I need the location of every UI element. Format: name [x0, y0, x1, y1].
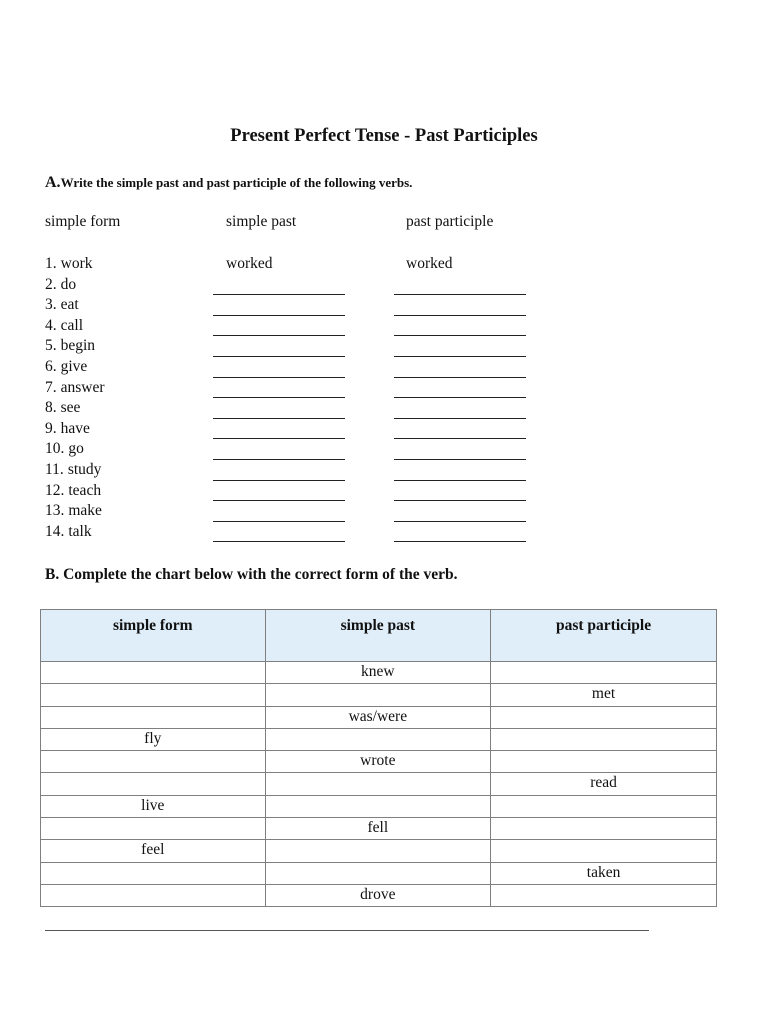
verb-base [45, 460, 101, 480]
chart-cell-simple-past[interactable] [265, 795, 491, 817]
section-a-instruction [45, 174, 412, 192]
verb-simple-form: have [60, 419, 90, 437]
verb-row [45, 378, 545, 399]
verb-row [45, 439, 545, 460]
verb-base [45, 501, 102, 521]
verb-number: 7. [45, 378, 57, 396]
column-header-simple-past: simple past [226, 213, 297, 230]
verb-base [45, 295, 79, 315]
chart-cell-past-participle[interactable] [491, 818, 717, 840]
chart-header-simple-form: simple form [41, 610, 266, 662]
chart-header-past-participle: past participle [491, 610, 717, 662]
column-header-past-participle: past participle [406, 213, 494, 230]
verb-number: 10. [45, 440, 65, 458]
chart-row [41, 751, 717, 773]
verb-simple-form: work [60, 255, 93, 272]
verb-simple-form: call [60, 316, 83, 334]
chart-row [41, 840, 717, 862]
verb-form-chart [40, 609, 717, 907]
simple-past-blank[interactable] [213, 541, 345, 542]
chart-cell-simple-form: fly [41, 728, 266, 750]
bottom-rule [45, 930, 649, 931]
verb-base [45, 481, 101, 501]
verb-simple-form: answer [60, 378, 105, 396]
chart-row [41, 728, 717, 750]
verb-row [45, 275, 545, 296]
chart-cell-past-participle[interactable] [491, 662, 717, 684]
chart-row [41, 818, 717, 840]
verb-base [45, 316, 83, 336]
chart-cell-simple-form[interactable] [41, 684, 266, 706]
verb-base [45, 275, 76, 295]
verb-number: 14. [45, 522, 65, 540]
verb-simple-form: eat [60, 296, 79, 314]
page-title: Present Perfect Tense - Past Participles [230, 126, 538, 146]
section-a-text: Write the simple past and past participle of the following verbs. [60, 175, 413, 190]
verb-base [45, 357, 87, 377]
verb-base [45, 522, 92, 542]
chart-cell-simple-form[interactable] [41, 662, 266, 684]
verb-exercise-list [45, 254, 545, 542]
chart-header-row [41, 610, 717, 662]
chart-cell-simple-form: live [41, 795, 266, 817]
chart-header-simple-past: simple past [265, 610, 491, 662]
chart-row [41, 684, 717, 706]
verb-row [45, 419, 545, 440]
verb-number: 2. [45, 275, 57, 293]
verb-simple-form: do [60, 275, 77, 293]
verb-simple-form: teach [68, 481, 102, 499]
chart-cell-past-participle: taken [491, 862, 717, 884]
verb-row [45, 357, 545, 378]
chart-row [41, 662, 717, 684]
chart-cell-simple-form[interactable] [41, 773, 266, 795]
verb-simple-form: make [68, 502, 102, 520]
chart-cell-past-participle[interactable] [491, 706, 717, 728]
chart-cell-simple-past[interactable] [265, 773, 491, 795]
section-a-letter: A. [45, 174, 61, 191]
verb-row [45, 460, 545, 481]
verb-row [45, 295, 545, 316]
chart-cell-simple-past: was/were [265, 706, 491, 728]
verb-base [45, 398, 80, 418]
chart-cell-simple-form[interactable] [41, 818, 266, 840]
chart-cell-past-participle[interactable] [491, 840, 717, 862]
verb-simple-form: talk [68, 522, 92, 540]
verb-simple-form: begin [60, 337, 96, 355]
chart-cell-simple-past[interactable] [265, 840, 491, 862]
verb-base [45, 378, 105, 398]
verb-row [45, 254, 545, 275]
chart-row [41, 884, 717, 906]
verb-simple-form: give [60, 357, 88, 375]
chart-cell-simple-past: drove [265, 884, 491, 906]
verb-number: 8. [45, 399, 57, 417]
verb-number: 11. [45, 460, 64, 478]
verb-number: 12. [45, 481, 65, 499]
column-header-simple-form: simple form [45, 213, 121, 230]
chart-cell-past-participle: met [491, 684, 717, 706]
verb-simple-form: go [68, 440, 84, 458]
verb-number: 4. [45, 316, 57, 334]
chart-cell-past-participle[interactable] [491, 795, 717, 817]
verb-base [45, 439, 84, 459]
chart-cell-past-participle[interactable] [491, 728, 717, 750]
verb-base [45, 419, 90, 439]
verb-row [45, 481, 545, 502]
verb-row [45, 522, 545, 543]
simple-past-answer: worked [226, 255, 273, 272]
verb-number: 5. [45, 337, 57, 355]
chart-cell-past-participle: read [491, 773, 717, 795]
verb-row [45, 316, 545, 337]
verb-base [45, 336, 95, 356]
verb-row [45, 336, 545, 357]
chart-cell-simple-past[interactable] [265, 728, 491, 750]
chart-row [41, 773, 717, 795]
verb-number: 9. [45, 419, 57, 437]
chart-cell-past-participle[interactable] [491, 751, 717, 773]
chart-cell-simple-form[interactable] [41, 884, 266, 906]
chart-cell-past-participle[interactable] [491, 884, 717, 906]
verb-simple-form: study [67, 460, 102, 478]
verb-number: 1. [45, 255, 57, 272]
chart-cell-simple-past: wrote [265, 751, 491, 773]
chart-cell-simple-past[interactable] [265, 862, 491, 884]
chart-row [41, 862, 717, 884]
chart-row [41, 795, 717, 817]
verb-number: 6. [45, 357, 57, 375]
chart-cell-simple-past[interactable] [265, 684, 491, 706]
chart-cell-simple-form[interactable] [41, 862, 266, 884]
chart-row [41, 706, 717, 728]
chart-cell-simple-form: feel [41, 840, 266, 862]
chart-cell-simple-form[interactable] [41, 751, 266, 773]
verb-row [45, 501, 545, 522]
chart-cell-simple-past: fell [265, 818, 491, 840]
verb-base [45, 254, 92, 274]
verb-number: 3. [45, 296, 57, 314]
past-participle-blank[interactable] [394, 541, 526, 542]
chart-cell-simple-past: knew [265, 662, 491, 684]
verb-simple-form: see [60, 399, 81, 417]
verb-number: 13. [45, 502, 65, 520]
past-participle-answer: worked [406, 255, 453, 272]
verb-row [45, 398, 545, 419]
chart-cell-simple-form[interactable] [41, 706, 266, 728]
section-b-instruction: B. Complete the chart below with the correct form of the verb. [45, 566, 458, 583]
